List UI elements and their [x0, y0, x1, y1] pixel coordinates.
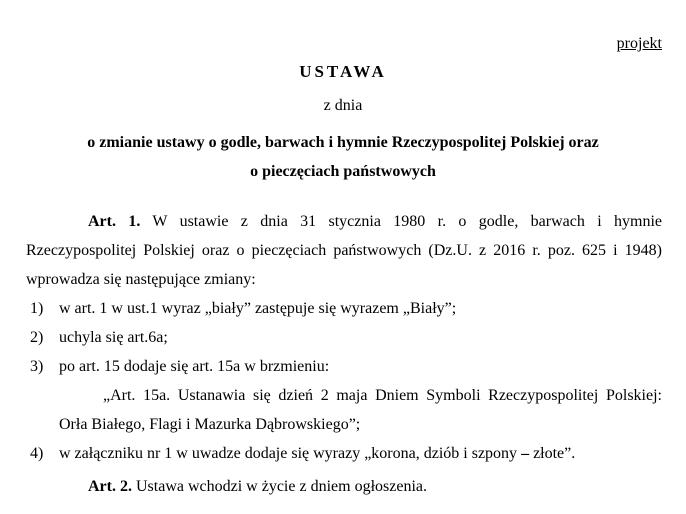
amendment-item-2	[26, 323, 662, 352]
amendment-item-3	[26, 352, 662, 381]
amendment-item-4-text-end: złote”.	[533, 445, 576, 462]
amendment-item-4-dash: –	[521, 445, 530, 462]
amendment-item-2-number: 2)	[30, 329, 44, 346]
amendment-item-4-text-start: w załączniku nr 1 w uwadze dodaje się wyrazy „korona, dziób i szpony	[59, 445, 518, 462]
amendment-item-1-number: 1)	[30, 300, 44, 317]
amendment-item-2-text: uchyla się art.6a;	[59, 329, 168, 346]
amendment-item-3-text: po art. 15 dodaje się art. 15a w brzmieniu:	[59, 358, 330, 375]
article-1-line-1	[26, 207, 662, 236]
amendment-item-1-text: w art. 1 w ust.1 wyraz „biały” zastępuje się wyrazem „Biały”;	[59, 300, 457, 317]
amendment-item-3-number: 3)	[30, 358, 44, 375]
article-2-label: Art. 2.	[88, 478, 132, 495]
amendment-item-1	[26, 294, 662, 323]
project-label: projekt	[616, 35, 662, 52]
subject-line-2: o pieczęciach państwowych	[250, 163, 436, 180]
article-1-line-3: wprowadza się następujące zmiany:	[26, 271, 256, 288]
subject-line-1: o zmianie ustawy o godle, barwach i hymnie Rzeczypospolitej Polskiej oraz	[87, 134, 599, 151]
article-2-paragraph	[26, 472, 662, 501]
article-1-line-2: Rzeczypospolitej Polskiej oraz o pieczęciach państwowych (Dz.U. z 2016 r. poz. 625 i 1948)	[26, 242, 662, 259]
document-body	[26, 207, 662, 501]
article-1-label: Art. 1.	[88, 213, 141, 230]
quoted-provision-line-1: „Art. 15a. Ustanawia się dzień 2 maja Dniem Symboli Rzeczypospolitej Polskiej:	[103, 387, 662, 404]
date-line: z dnia	[323, 97, 363, 114]
law-title: USTAWA	[299, 62, 387, 81]
project-label-line	[0, 35, 662, 53]
article-2-text: Ustawa wchodzi w życie z dniem ogłoszenia.	[135, 478, 427, 495]
amendment-item-4-number: 4)	[30, 445, 44, 462]
article-1-line-1-text: W ustawie z dnia 31 stycznia 1980 r. o godle, barwach i hymnie	[152, 213, 662, 230]
amendment-item-4	[26, 439, 662, 468]
quoted-provision-line-2: Orła Białego, Flagi i Mazurka Dąbrowskiego”;	[59, 416, 361, 433]
